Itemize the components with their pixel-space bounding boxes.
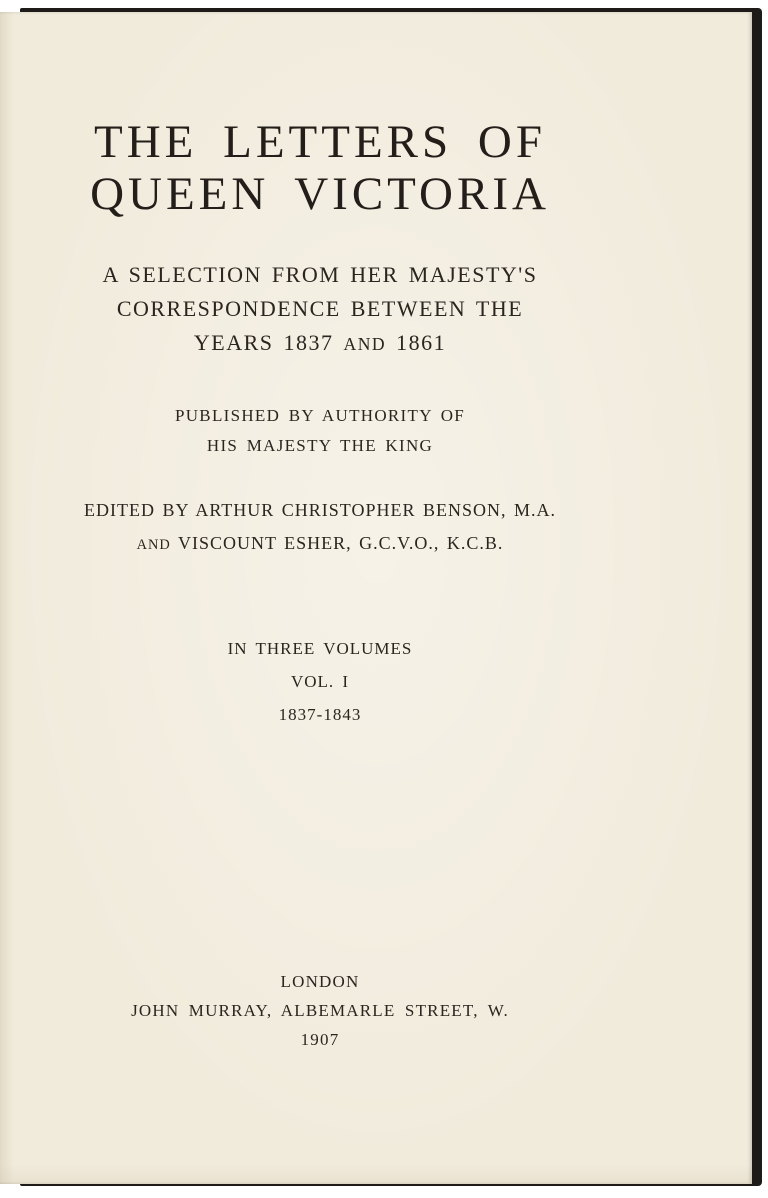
subtitle-line-3: [0, 326, 640, 361]
imprint-year: 1907: [300, 1030, 340, 1049]
editors-and: AND: [136, 537, 171, 553]
title-page: [0, 12, 752, 1184]
authority-statement: [0, 401, 640, 461]
volume-number: VOL. I: [290, 672, 350, 691]
imprint: [0, 967, 640, 1054]
book-title: [0, 116, 640, 220]
editors-second-editor: VISCOUNT ESHER, G.C.V.O., K.C.B.: [177, 533, 504, 553]
editors-line-2: [0, 527, 640, 562]
authority-line-1: PUBLISHED BY AUTHORITY OF: [174, 406, 466, 425]
volume-years: 1837-1843: [278, 705, 362, 724]
imprint-publisher: JOHN MURRAY, ALBEMARLE STREET, W.: [131, 1001, 509, 1020]
editors-statement: [0, 494, 640, 562]
subtitle-years-end: 1861: [396, 330, 447, 355]
title-line-1: THE LETTERS OF: [94, 116, 546, 168]
editors-line-1: EDITED BY ARTHUR CHRISTOPHER BENSON, M.A.: [84, 500, 556, 520]
title-line-2: QUEEN VICTORIA: [90, 168, 550, 220]
subtitle: [0, 258, 640, 361]
subtitle-and: AND: [343, 334, 387, 354]
subtitle-line-1: A SELECTION FROM HER MAJESTY'S: [102, 262, 538, 287]
volume-info: [0, 632, 640, 731]
volume-count: IN THREE VOLUMES: [227, 639, 413, 658]
subtitle-years-start: YEARS 1837: [193, 330, 334, 355]
imprint-city: LONDON: [280, 972, 360, 991]
authority-line-2: HIS MAJESTY THE KING: [206, 436, 434, 455]
subtitle-line-2: CORRESPONDENCE BETWEEN THE: [116, 296, 524, 321]
